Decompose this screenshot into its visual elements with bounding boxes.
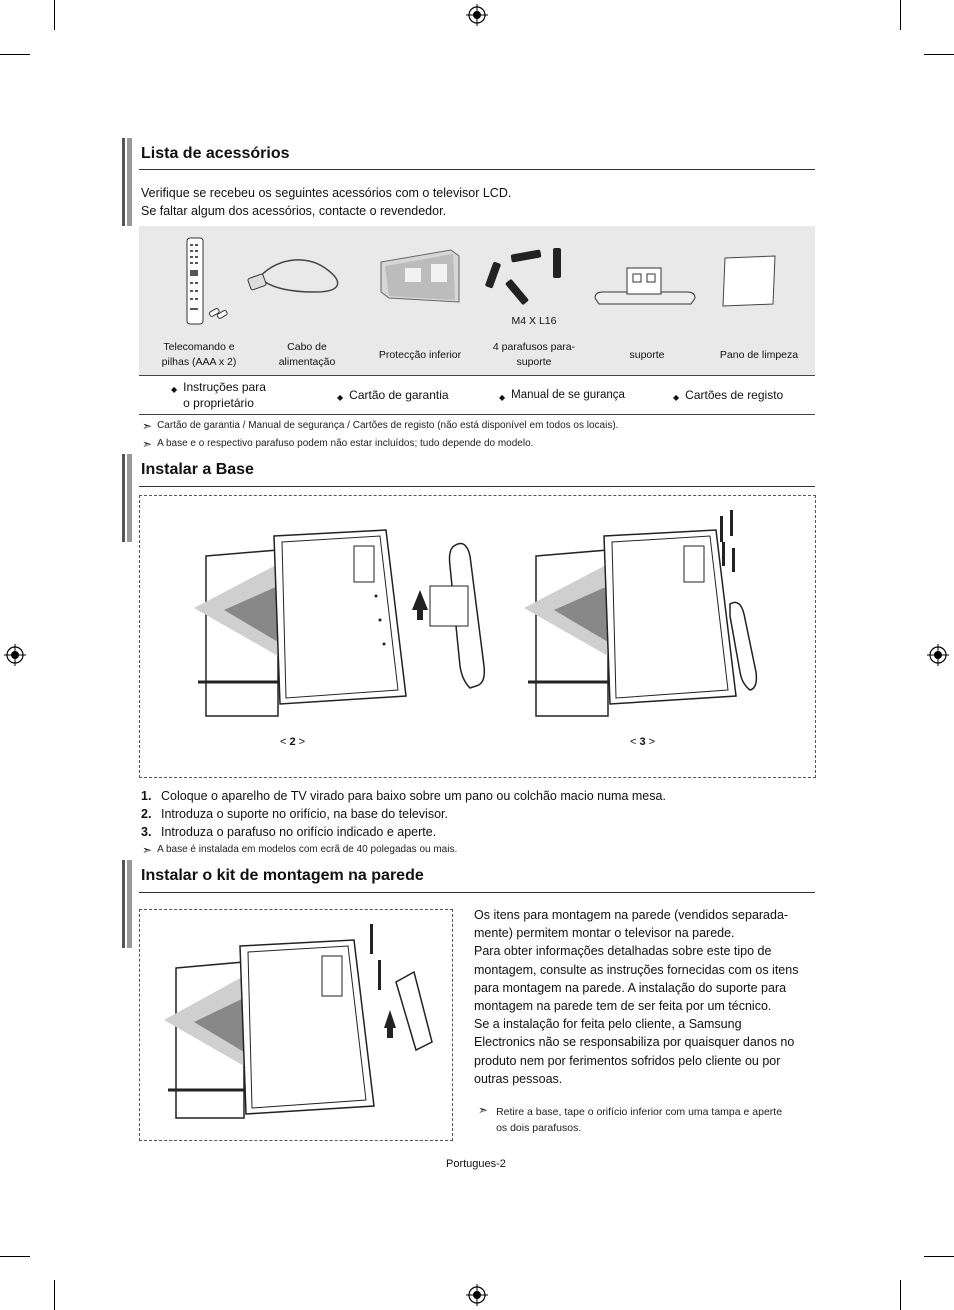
registration-mark-icon (466, 4, 488, 26)
registration-mark-icon (4, 644, 26, 666)
section-title-install-base: Instalar a Base (141, 461, 254, 478)
install-base-note: ➣ A base é instalada em modelos com ecrã de 40 polegadas ou mais. (142, 843, 458, 857)
wall-mount-illustration (158, 918, 448, 1128)
accessory-label-remote: Telecomando e pilhas (AAA x 2) (161, 341, 237, 368)
diamond-bullet-icon: ◆ (673, 393, 680, 402)
crop-mark (54, 0, 55, 30)
step-item: 1. Coloque o aparelho de TV virado para baixo sobre um pano ou colchão macio numa mesa. (141, 789, 666, 803)
note-arrow-icon: ➣ (142, 437, 153, 451)
section-title-accessories: Lista de acessórios (141, 145, 290, 162)
crop-mark (900, 0, 901, 30)
note-arrow-icon: ➣ (142, 843, 153, 857)
accessories-note: ➣ A base e o respectivo parafuso podem não estar incluídos; tudo depende do modelo. (142, 437, 534, 451)
wall-mount-note: ➣ Retire a base, tape o orifício inferior com uma tampa e aperte os dois parafusos. (478, 1103, 783, 1134)
figure-caption-3: < 3 > (630, 736, 656, 748)
document-item: ◆ Cartões de registo (673, 387, 783, 406)
power-cable-icon (245, 248, 345, 298)
accessory-label-stand: suporte (629, 349, 665, 361)
section-divider (139, 892, 815, 893)
note-arrow-icon: ➣ (478, 1103, 489, 1117)
crop-mark (900, 1280, 901, 1310)
crop-mark (924, 1256, 954, 1257)
crop-mark (0, 54, 30, 55)
section-bar (122, 454, 132, 542)
diamond-bullet-icon: ◆ (337, 393, 344, 402)
cleaning-cloth-icon (719, 254, 779, 310)
registration-mark-icon (466, 1284, 488, 1306)
registration-mark-icon (927, 644, 949, 666)
figure-caption-2: < 2 > (280, 736, 306, 748)
install-base-figure (139, 495, 816, 778)
accessories-intro-line1: Verifique se recebeu os seguintes acessórios com o televisor LCD. (141, 186, 512, 200)
section-bar (122, 860, 132, 948)
wall-mount-figure (139, 909, 453, 1141)
wall-mount-paragraph: Os itens para montagem na parede (vendidos separada- mente) permitem montar o televisor na parede. Para obter informações detalhadas sobre este tipo de montagem, consulte as instruções fornecidas com os itens para montagem na parede. A instalação do suporte para montagem na parede tem de ser feita por um técnico. Se a instalação for feita pelo cliente, a Samsung Electronics não se responsabiliza por quaisquer danos no produto nem por ferimentos sofridos pelo cliente ou por outras pessoas. (474, 908, 799, 1086)
screws-icon (483, 242, 563, 310)
document-item: ◆ Cartão de garantia (337, 387, 449, 406)
accessory-label-screws: 4 parafusos para- suporte (492, 341, 576, 368)
screw-size-label: M4 X L16 (511, 315, 557, 327)
crop-mark (924, 54, 954, 55)
accessory-label-cable: Cabo de alimentação (278, 341, 336, 368)
stand-icon (591, 262, 699, 310)
page-footer: Portugues-2 (446, 1158, 506, 1170)
document-item: ◆ Manual de se gurança (499, 387, 625, 406)
crop-mark (54, 1280, 55, 1310)
diamond-bullet-icon: ◆ (499, 393, 506, 402)
section-title-wall-mount: Instalar o kit de montagem na parede (141, 867, 424, 884)
section-divider (139, 169, 815, 170)
remote-control-icon (183, 236, 238, 326)
accessories-intro-line2: Se faltar algum dos acessórios, contacte o revendedor. (141, 204, 447, 218)
bottom-cover-icon (375, 246, 465, 308)
tv-stand-illustration-step2 (194, 516, 494, 736)
step-item: 3. Introduza o parafuso no orifício indicado e aperte. (141, 825, 437, 839)
documents-row (139, 375, 815, 415)
section-divider (139, 486, 815, 487)
step-item: 2. Introduza o suporte no orifício, na base do televisor. (141, 807, 448, 821)
diamond-bullet-icon: ◆ (171, 385, 178, 394)
accessory-label-cloth: Pano de limpeza (719, 349, 799, 361)
crop-mark (0, 1256, 30, 1257)
note-arrow-icon: ➣ (142, 419, 153, 433)
document-item: ◆ Instruções para o proprietário (171, 380, 266, 410)
accessories-note: ➣ Cartão de garantia / Manual de segurança / Cartões de registo (não está disponível em todos os locais). (142, 419, 619, 433)
accessories-box (139, 226, 815, 375)
section-bar (122, 138, 132, 226)
tv-stand-illustration-step3 (524, 504, 774, 736)
accessory-label-cover: Protecção inferior (378, 349, 462, 361)
